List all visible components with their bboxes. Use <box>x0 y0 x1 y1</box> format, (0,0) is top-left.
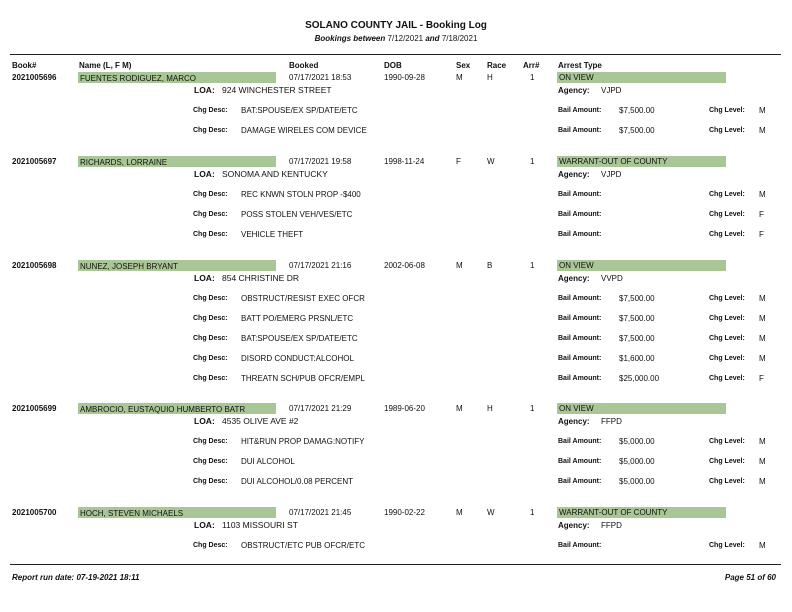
bail-amount-label: Bail Amount: <box>558 191 602 198</box>
chg-desc-label: Chg Desc: <box>193 127 228 134</box>
col-header-arr: Arr# <box>523 61 540 70</box>
chg-level-label: Chg Level: <box>709 458 745 465</box>
booking-number: 2021005700 <box>12 508 57 517</box>
date-of-birth: 1990-02-22 <box>384 508 425 517</box>
charge-description: REC KNWN STOLN PROP -$400 <box>241 190 361 199</box>
charge-description: DAMAGE WIRELES COM DEVICE <box>241 126 367 135</box>
charge-description: POSS STOLEN VEH/VES/ETC <box>241 210 353 219</box>
chg-level-label: Chg Level: <box>709 335 745 342</box>
charge-level: M <box>759 334 766 343</box>
chg-desc-label: Chg Desc: <box>193 478 228 485</box>
charge-level: M <box>759 126 766 135</box>
chg-level-label: Chg Level: <box>709 211 745 218</box>
chg-desc-label: Chg Desc: <box>193 295 228 302</box>
agency-label: Agency: <box>558 274 590 283</box>
bail-amount: $5,000.00 <box>619 477 655 486</box>
date-of-birth: 1998-11-24 <box>384 157 425 166</box>
charge-level: M <box>759 457 766 466</box>
col-header-name: Name (L, F M) <box>79 61 132 70</box>
loa-value: 4535 OLIVE AVE #2 <box>222 416 299 426</box>
race-value: W <box>487 157 495 166</box>
arrest-type: WARRANT-OUT OF COUNTY <box>559 157 668 166</box>
report-subtitle <box>0 34 792 43</box>
bail-amount: $5,000.00 <box>619 457 655 466</box>
arrest-type: ON VIEW <box>559 73 594 82</box>
loa-value: SONOMA AND KENTUCKY <box>222 169 328 179</box>
booking-number: 2021005697 <box>12 157 57 166</box>
chg-desc-label: Chg Desc: <box>193 107 228 114</box>
arrest-number: 1 <box>530 157 535 166</box>
loa-label: LOA: <box>194 169 215 179</box>
booked-datetime: 07/17/2021 21:29 <box>289 404 352 413</box>
charge-level: M <box>759 541 766 550</box>
loa-value: 854 CHRISTINE DR <box>222 273 299 283</box>
charge-description: VEHICLE THEFT <box>241 230 304 239</box>
chg-level-label: Chg Level: <box>709 107 745 114</box>
date-of-birth: 1989-06-20 <box>384 404 425 413</box>
chg-desc-label: Chg Desc: <box>193 542 228 549</box>
subtitle-prefix: Bookings between <box>314 34 386 43</box>
subtitle-and: and <box>425 34 440 43</box>
chg-desc-label: Chg Desc: <box>193 458 228 465</box>
booked-datetime: 07/17/2021 21:16 <box>289 261 352 270</box>
bail-amount-label: Bail Amount: <box>558 458 602 465</box>
bail-amount-label: Bail Amount: <box>558 315 602 322</box>
arrest-type: ON VIEW <box>559 404 594 413</box>
booked-datetime: 07/17/2021 21:45 <box>289 508 352 517</box>
chg-desc-label: Chg Desc: <box>193 438 228 445</box>
arrest-number: 1 <box>530 508 535 517</box>
bail-amount: $7,500.00 <box>619 294 655 303</box>
bail-amount-label: Bail Amount: <box>558 542 602 549</box>
booking-number: 2021005699 <box>12 404 57 413</box>
bail-amount-label: Bail Amount: <box>558 375 602 382</box>
bail-amount: $7,500.00 <box>619 334 655 343</box>
booking-number: 2021005698 <box>12 261 57 270</box>
bail-amount: $25,000.00 <box>619 374 660 383</box>
arrest-number: 1 <box>530 261 535 270</box>
agency-label: Agency: <box>558 86 590 95</box>
booking-number: 2021005696 <box>12 73 57 82</box>
charge-level: M <box>759 354 766 363</box>
charge-description: HIT&RUN PROP DAMAG:NOTIFY <box>241 437 365 446</box>
inmate-name: NUNEZ, JOSEPH BRYANT <box>80 262 178 271</box>
chg-desc-label: Chg Desc: <box>193 315 228 322</box>
inmate-name: RICHARDS, LORRAINE <box>80 158 168 167</box>
header-rule-top <box>10 54 781 55</box>
chg-level-label: Chg Level: <box>709 438 745 445</box>
date-of-birth: 1990-09-28 <box>384 73 425 82</box>
agency-label: Agency: <box>558 170 590 179</box>
charge-level: M <box>759 106 766 115</box>
chg-desc-label: Chg Desc: <box>193 335 228 342</box>
col-header-booked: Booked <box>289 61 319 70</box>
chg-level-label: Chg Level: <box>709 295 745 302</box>
race-value: W <box>487 508 495 517</box>
page-number: Page 51 of 60 <box>724 573 776 582</box>
loa-value: 1103 MISSOURI ST <box>222 520 298 530</box>
booked-datetime: 07/17/2021 18:53 <box>289 73 352 82</box>
arrest-type: WARRANT-OUT OF COUNTY <box>559 508 668 517</box>
report-title: SOLANO COUNTY JAIL - Booking Log <box>305 20 487 31</box>
race-value: H <box>487 404 493 413</box>
sex-value: M <box>456 404 463 413</box>
inmate-name: FUENTES RODIGUEZ, MARCO <box>80 74 197 83</box>
chg-desc-label: Chg Desc: <box>193 191 228 198</box>
charge-level: M <box>759 294 766 303</box>
bail-amount-label: Bail Amount: <box>558 295 602 302</box>
charge-level: F <box>759 374 764 383</box>
bail-amount-label: Bail Amount: <box>558 211 602 218</box>
chg-level-label: Chg Level: <box>709 127 745 134</box>
race-value: H <box>487 73 493 82</box>
chg-level-label: Chg Level: <box>709 191 745 198</box>
loa-label: LOA: <box>194 273 215 283</box>
chg-desc-label: Chg Desc: <box>193 231 228 238</box>
col-header-arrest-type: Arrest Type <box>558 61 602 70</box>
bail-amount: $7,500.00 <box>619 126 655 135</box>
bail-amount-label: Bail Amount: <box>558 107 602 114</box>
agency-label: Agency: <box>558 417 590 426</box>
agency-label: Agency: <box>558 521 590 530</box>
arrest-number: 1 <box>530 404 535 413</box>
bail-amount: $1,600.00 <box>619 354 655 363</box>
chg-desc-label: Chg Desc: <box>193 211 228 218</box>
col-header-race: Race <box>487 61 507 70</box>
sex-value: F <box>456 157 461 166</box>
chg-level-label: Chg Level: <box>709 355 745 362</box>
inmate-name: AMBROCIO, EUSTAQUIO HUMBERTO BATR <box>80 405 246 414</box>
start-date: 7/12/2021 <box>387 34 424 43</box>
agency-value: FFPD <box>601 521 622 530</box>
charge-level: M <box>759 314 766 323</box>
charge-description: OBSTRUCT/ETC PUB OFCR/ETC <box>241 541 366 550</box>
chg-level-label: Chg Level: <box>709 375 745 382</box>
bail-amount: $7,500.00 <box>619 314 655 323</box>
chg-desc-label: Chg Desc: <box>193 355 228 362</box>
charge-level: F <box>759 230 764 239</box>
bail-amount: $7,500.00 <box>619 106 655 115</box>
loa-label: LOA: <box>194 416 215 426</box>
col-header-dob: DOB <box>384 61 402 70</box>
bail-amount-label: Bail Amount: <box>558 478 602 485</box>
col-header-sex: Sex <box>456 61 471 70</box>
agency-value: VJPD <box>601 170 622 179</box>
charge-level: M <box>759 190 766 199</box>
charge-description: DISORD CONDUCT:ALCOHOL <box>241 354 354 363</box>
charge-description: OBSTRUCT/RESIST EXEC OFCR <box>241 294 365 303</box>
date-of-birth: 2002-06-08 <box>384 261 425 270</box>
race-value: B <box>487 261 493 270</box>
bail-amount-label: Bail Amount: <box>558 127 602 134</box>
charge-description: THREATN SCH/PUB OFCR/EMPL <box>241 374 365 383</box>
charge-level: M <box>759 477 766 486</box>
footer-rule <box>10 564 781 565</box>
bail-amount-label: Bail Amount: <box>558 231 602 238</box>
bail-amount-label: Bail Amount: <box>558 355 602 362</box>
sex-value: M <box>456 73 463 82</box>
agency-value: VVPD <box>601 274 623 283</box>
report-run-date: Report run date: 07-19-2021 18:11 <box>12 573 140 582</box>
loa-label: LOA: <box>194 520 215 530</box>
charge-description: BATT PO/EMERG PRSNL/ETC <box>241 314 354 323</box>
inmate-name: HOCH, STEVEN MICHAELS <box>80 509 184 518</box>
col-header-book: Book# <box>12 61 37 70</box>
agency-value: FFPD <box>601 417 622 426</box>
agency-value: VJPD <box>601 86 622 95</box>
charge-level: F <box>759 210 764 219</box>
bail-amount: $5,000.00 <box>619 437 655 446</box>
charge-description: DUI ALCOHOL/0.08 PERCENT <box>241 477 354 486</box>
chg-level-label: Chg Level: <box>709 542 745 549</box>
charge-description: DUI ALCOHOL <box>241 457 295 466</box>
charge-description: BAT:SPOUSE/EX SP/DATE/ETC <box>241 334 358 343</box>
chg-level-label: Chg Level: <box>709 231 745 238</box>
loa-label: LOA: <box>194 85 215 95</box>
charge-description: BAT:SPOUSE/EX SP/DATE/ETC <box>241 106 358 115</box>
arrest-type: ON VIEW <box>559 261 594 270</box>
loa-value: 924 WINCHESTER STREET <box>222 85 332 95</box>
charge-level: M <box>759 437 766 446</box>
chg-desc-label: Chg Desc: <box>193 375 228 382</box>
booked-datetime: 07/17/2021 19:58 <box>289 157 352 166</box>
end-date: 7/18/2021 <box>441 34 478 43</box>
bail-amount-label: Bail Amount: <box>558 438 602 445</box>
sex-value: M <box>456 261 463 270</box>
sex-value: M <box>456 508 463 517</box>
chg-level-label: Chg Level: <box>709 478 745 485</box>
chg-level-label: Chg Level: <box>709 315 745 322</box>
arrest-number: 1 <box>530 73 535 82</box>
bail-amount-label: Bail Amount: <box>558 335 602 342</box>
